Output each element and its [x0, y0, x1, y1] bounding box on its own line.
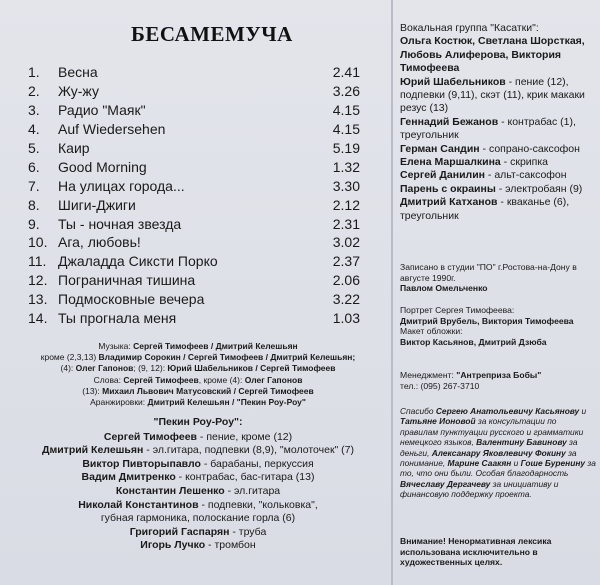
performer-name: Парень с окраины [400, 182, 496, 195]
track-dur: 1.03 [332, 310, 360, 327]
thanks-part: за деньги, [400, 437, 578, 458]
track-name: Радио "Маяк" [58, 102, 146, 119]
member-role: - подпевки, "кольковка", [198, 498, 318, 511]
warning-text: Внимание! Ненормативная лексика использована исключительно в художественных целях. [400, 536, 552, 568]
track-name: Подмосковные вечера [58, 291, 205, 308]
member-role: - эл.гитара [224, 484, 281, 497]
track-num: 10. [28, 234, 48, 251]
track-row [28, 271, 360, 290]
member-name: Григорий Гаспарян [129, 525, 230, 538]
performer-name: Геннадий Бежанов [400, 115, 499, 128]
track-num: 8. [28, 196, 40, 213]
performer-role: - скрипка [500, 156, 548, 169]
member-role: - тромбон [205, 539, 256, 552]
performer-name: Герман Сандин [400, 142, 480, 155]
track-name: Весна [58, 64, 98, 81]
member-role: - контрабас, бас-гитара (13) [175, 471, 315, 484]
thanks-name: Марине Саакян [447, 458, 512, 469]
thanks-name: Гоше Буренину [520, 458, 586, 469]
member-name: Дмитрий Келешьян [41, 444, 144, 457]
lyrics-13: (13): [82, 385, 103, 396]
thanks-part: и [511, 458, 521, 469]
thanks-name: Татьяне Ионовой [400, 416, 476, 427]
performer-role: - пение (12), подпевки (9,11), скэт (11), крик макаки резус (13) [400, 75, 585, 115]
lyrics-names: Сергей Тимофеев [123, 374, 199, 385]
tracklist [28, 63, 360, 327]
performer-role: - кваканье (6), треугольник [400, 196, 570, 222]
vocal-group-names: Ольга Костюк, Светлана Шорсткая, Любовь Алиферова, Виктория Тимофеева [400, 35, 585, 75]
portrait-names: Дмитрий Врубель, Виктория Тимофеева [400, 315, 574, 326]
recorded-text: Записано в студии "ПО" г.Ростова-на-Дону в августе 1990г. [400, 262, 577, 283]
arrangement-label: Аранжировки: [90, 397, 148, 408]
member-name: Константин Лешенко [115, 484, 225, 497]
track-row [28, 309, 360, 328]
member-role: - эл.гитара, подпевки (8,9), "молоточек" (7) [143, 444, 355, 457]
track-num: 7. [28, 177, 40, 194]
band-member [10, 512, 386, 526]
track-dur: 3.22 [332, 291, 360, 308]
track-name: Good Morning [58, 158, 147, 175]
performer-role: - электробаян (9) [495, 182, 583, 195]
track-name: Пограничная тишина [58, 272, 196, 289]
cover-names: Виктор Касьянов, Дмитрий Дзюба [400, 336, 547, 347]
band-heading: "Пекин Роу-Роу": [153, 416, 243, 428]
track-row [28, 176, 360, 195]
track-row [28, 233, 360, 252]
cover-label: Макет обложки: [400, 326, 463, 337]
thanks-name: Вячеславу Дергачеву [400, 478, 491, 489]
track-dur: 3.30 [332, 177, 360, 194]
track-row [28, 139, 360, 158]
performer-name: Юрий Шабельников [400, 75, 506, 88]
track-row [28, 195, 360, 214]
album-title: БЕСАМЕМУЧА [131, 22, 293, 46]
track-num: 5. [28, 140, 40, 156]
lyrics-except-names: Олег Гапонов [244, 374, 303, 385]
track-num: 9. [28, 215, 40, 232]
track-name: Джаладда Сиксти Порко [58, 253, 218, 270]
track-num: 1. [28, 64, 40, 81]
track-row [28, 63, 360, 82]
right-panel [400, 0, 596, 585]
warning-block [400, 536, 596, 568]
track-row [28, 252, 360, 271]
thanks-name: Алексанару Яковлевичу Фокину [431, 447, 566, 458]
band-member [10, 539, 386, 553]
track-dur: 2.12 [332, 196, 360, 213]
band-member [10, 526, 386, 540]
track-num: 4. [28, 121, 40, 138]
track-dur: 2.41 [332, 64, 360, 81]
track-row [28, 290, 360, 309]
member-role: - пение, кроме (12) [197, 430, 293, 443]
track-name: Ага, любовь! [58, 234, 141, 251]
music-9-12: ; (9, 12): [133, 363, 168, 374]
lyrics-except: , кроме (4): [198, 374, 245, 385]
track-dur: 2.06 [332, 272, 360, 289]
music-4-names: Олег Гапонов [75, 363, 134, 374]
track-dur: 1.32 [332, 158, 360, 175]
thanks-part: Спасибо [400, 406, 436, 416]
track-row [28, 120, 360, 139]
thanks-part: за консультации по правилам пунктуации русского и грамматики немецкого языков, [400, 416, 584, 448]
track-dur: 2.37 [332, 253, 360, 270]
track-name: Шиги-Джиги [58, 196, 136, 213]
lyrics-13-names: Михаил Львович Матусовский / Сергей Тимофеев [102, 385, 314, 396]
management-info [400, 370, 596, 391]
credits [10, 341, 386, 408]
music-names: Сергей Тимофеев / Дмитрий Келешьян [133, 341, 298, 351]
member-name: Николай Константинов [78, 498, 199, 511]
track-num: 2. [28, 83, 40, 100]
member-name: Виктор Пивторыпавло [82, 457, 201, 470]
thanks-name: Валентину Бавинову [476, 437, 567, 448]
band-member [10, 485, 386, 499]
member-name: Сергей Тимофеев [103, 430, 197, 443]
member-role: - труба [229, 525, 267, 538]
band-member [10, 431, 386, 445]
performer-name: Сергей Данилин [400, 169, 486, 182]
band-member [10, 499, 386, 513]
track-name: Ты - ночная звезда [58, 215, 182, 232]
lyrics-label: Слова: [93, 374, 124, 385]
track-row [28, 157, 360, 176]
track-row [28, 101, 360, 120]
thanks-part: и [579, 406, 587, 416]
track-name: Каир [58, 140, 90, 156]
recorded-engineer: Павлом Омельченко [400, 283, 488, 294]
music-label: Музыка: [98, 341, 134, 351]
band-lineup [10, 416, 386, 553]
performer-role: - альт-саксофон [485, 169, 567, 182]
track-num: 3. [28, 102, 40, 119]
track-num: 6. [28, 158, 40, 175]
thanks-text [400, 406, 596, 500]
member-name: Вадим Дмитренко [81, 471, 176, 484]
music-except-names: Владимир Сорокин / Сергей Тимофеев / Дмитрий Келешьян; [98, 352, 356, 363]
track-name: Auf Wiedersehen [58, 121, 166, 138]
track-dur: 5.19 [332, 140, 360, 156]
member-name: Игорь Лучко [140, 539, 206, 552]
track-num: 11. [28, 253, 47, 270]
thanks-part: за то, что они были. Особая благодарность [400, 458, 596, 479]
track-row [28, 82, 360, 101]
track-num: 13. [28, 291, 48, 308]
band-member [10, 471, 386, 485]
music-4: (4): [60, 363, 76, 374]
music-except: кроме (2,3,13) [40, 352, 99, 363]
track-num: 12. [28, 272, 48, 289]
performer-name: Дмитрий Катханов [400, 196, 498, 209]
band-member [10, 458, 386, 472]
track-dur: 4.15 [332, 121, 360, 138]
vocal-group-label: Вокальная группа "Касатки": [400, 22, 539, 34]
performer-role: - сопрано-саксофон [479, 142, 580, 155]
track-num: 14. [28, 310, 48, 327]
band-member [10, 444, 386, 458]
band-members [10, 431, 386, 553]
member-role: губная гармоника, полоскание горла (6) [100, 512, 296, 525]
track-dur: 3.26 [332, 83, 360, 100]
track-dur: 2.31 [332, 215, 360, 232]
vocal-group-block [400, 22, 596, 223]
performer-name: Елена Маршалкина [400, 156, 501, 169]
portrait-label: Портрет Сергея Тимофеева: [400, 305, 515, 315]
music-9-12-names: Юрий Шабельников / Сергей Тимофеев [167, 363, 336, 374]
track-name: Жу-жу [58, 83, 99, 100]
track-dur: 3.02 [332, 234, 360, 251]
member-role: - барабаны, перкуссия [200, 457, 314, 470]
manager-name: "Антрепризa Бобы" [456, 370, 542, 380]
manager-phone: тел.: (095) 267-3710 [400, 380, 480, 391]
track-dur: 4.15 [332, 102, 360, 119]
track-name: Ты прогнала меня [58, 310, 177, 327]
design-info [400, 305, 596, 347]
thanks-part: за инициативу и финансовую поддержку проекта. [400, 478, 559, 500]
performer-role: - контрабас (1), треугольник [400, 115, 576, 142]
recording-info [400, 262, 596, 294]
track-row [28, 214, 360, 233]
track-name: На улицах города... [58, 177, 185, 194]
arrangement-names: Дмитрий Келешьян / "Пекин Роу-Роу" [147, 397, 306, 408]
column-divider [391, 0, 393, 585]
thanks-name: Сергею Анатольевичу Касьянову [435, 406, 580, 416]
manager-label: Менеджмент: [400, 370, 457, 380]
thanks-part: за понимание, [400, 447, 577, 469]
